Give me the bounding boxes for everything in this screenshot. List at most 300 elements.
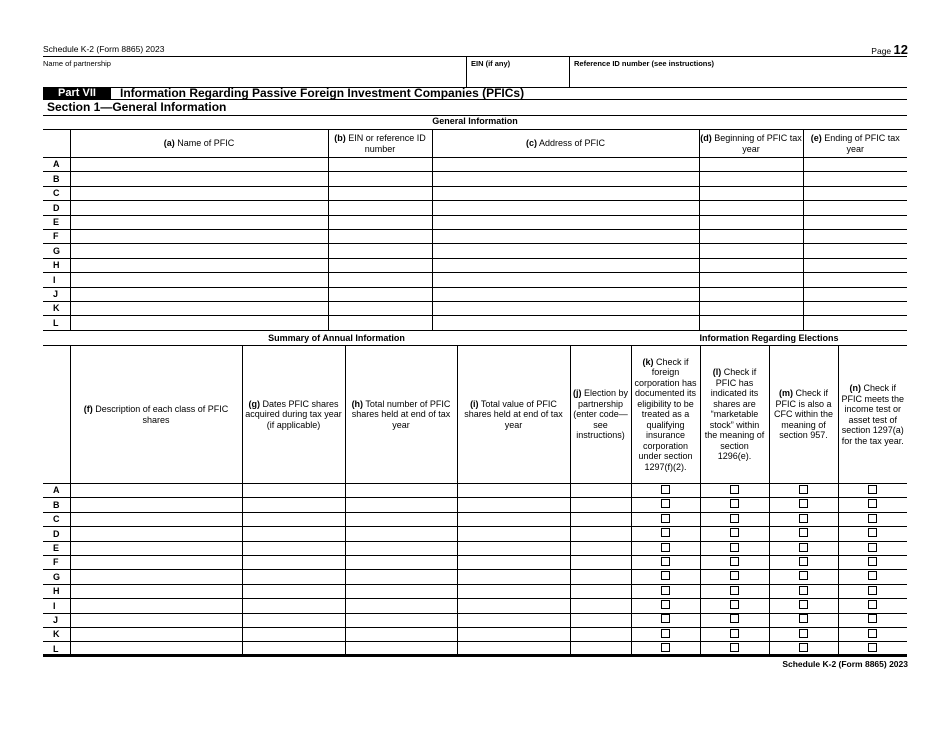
election-code-cell[interactable] — [570, 584, 631, 598]
tax-year-end-cell[interactable] — [803, 172, 907, 186]
total-value-cell[interactable] — [457, 498, 570, 512]
checkbox-n[interactable] — [868, 571, 877, 580]
dates-acquired-cell[interactable] — [242, 627, 345, 641]
ein-cell[interactable] — [328, 273, 432, 287]
col-text: Check if foreign corporation has documented its eligibility to be treated as a qualifying insurance corporation under section 1297(f)(2). — [634, 356, 697, 472]
page-label: Page — [871, 46, 892, 56]
checkbox-l[interactable] — [730, 643, 739, 652]
row-label: E — [43, 541, 70, 555]
partnership-name-label: Name of partnership — [43, 59, 111, 68]
col-header-l — [700, 346, 769, 484]
total-shares-cell[interactable] — [345, 613, 457, 627]
col-header-g — [242, 346, 345, 484]
checkbox-m[interactable] — [799, 600, 808, 609]
checkbox-l[interactable] — [730, 499, 739, 508]
table-row — [43, 244, 907, 258]
checkbox-m[interactable] — [799, 629, 808, 638]
checkbox-cell-m — [769, 512, 838, 526]
checkbox-cell-l — [700, 584, 769, 598]
part-header — [43, 87, 907, 100]
col-letter: (i) — [470, 398, 479, 409]
total-value-cell[interactable] — [457, 570, 570, 584]
ein-cell[interactable] — [328, 215, 432, 229]
checkbox-l[interactable] — [730, 571, 739, 580]
checkbox-k[interactable] — [661, 614, 670, 623]
address-cell[interactable] — [432, 301, 699, 315]
table-row — [43, 541, 907, 555]
checkbox-k[interactable] — [661, 629, 670, 638]
col-header-k — [631, 346, 700, 484]
checkbox-k[interactable] — [661, 643, 670, 652]
address-cell[interactable] — [432, 158, 699, 172]
total-shares-cell[interactable] — [345, 541, 457, 555]
checkbox-cell-l — [700, 599, 769, 613]
ein-cell[interactable] — [328, 172, 432, 186]
total-shares-cell[interactable] — [345, 484, 457, 498]
checkbox-n[interactable] — [868, 528, 877, 537]
checkbox-cell-m — [769, 599, 838, 613]
total-value-cell[interactable] — [457, 627, 570, 641]
address-cell[interactable] — [432, 215, 699, 229]
checkbox-cell-k — [631, 584, 700, 598]
row-label: G — [43, 570, 70, 584]
dates-acquired-cell[interactable] — [242, 584, 345, 598]
col-letter: (j) — [572, 388, 582, 399]
checkbox-cell-l — [700, 555, 769, 569]
pfic-name-cell[interactable] — [70, 186, 328, 200]
table-row — [43, 172, 907, 186]
col-letter: (h) — [351, 398, 364, 409]
checkbox-k[interactable] — [661, 543, 670, 552]
checkbox-m[interactable] — [799, 528, 808, 537]
checkbox-m[interactable] — [799, 643, 808, 652]
election-code-cell[interactable] — [570, 512, 631, 526]
election-code-cell[interactable] — [570, 599, 631, 613]
table-row — [43, 158, 907, 172]
checkbox-m[interactable] — [799, 543, 808, 552]
tax-year-begin-cell[interactable] — [699, 287, 803, 301]
share-class-description-cell[interactable] — [70, 498, 242, 512]
tax-year-end-cell[interactable] — [803, 158, 907, 172]
share-class-description-cell[interactable] — [70, 599, 242, 613]
share-class-description-cell[interactable] — [70, 627, 242, 641]
checkbox-k[interactable] — [661, 499, 670, 508]
checkbox-k[interactable] — [661, 557, 670, 566]
election-code-cell[interactable] — [570, 613, 631, 627]
checkbox-n[interactable] — [868, 600, 877, 609]
pfic-name-cell[interactable] — [70, 301, 328, 315]
address-cell[interactable] — [432, 316, 699, 330]
checkbox-cell-l — [700, 627, 769, 641]
election-code-cell[interactable] — [570, 570, 631, 584]
total-value-cell[interactable] — [457, 512, 570, 526]
checkbox-l[interactable] — [730, 586, 739, 595]
total-value-cell[interactable] — [457, 584, 570, 598]
col-letter: (k) — [642, 356, 654, 367]
total-value-cell[interactable] — [457, 541, 570, 555]
checkbox-n[interactable] — [868, 499, 877, 508]
address-cell[interactable] — [432, 287, 699, 301]
tax-year-end-cell[interactable] — [803, 229, 907, 243]
row-label: C — [43, 512, 70, 526]
checkbox-l[interactable] — [730, 614, 739, 623]
identification-row — [43, 56, 907, 88]
col-header-b — [328, 130, 432, 158]
checkbox-cell-k — [631, 527, 700, 541]
ein-field[interactable] — [471, 57, 566, 89]
checkbox-n[interactable] — [868, 586, 877, 595]
checkbox-n[interactable] — [868, 543, 877, 552]
table-row — [43, 301, 907, 315]
address-cell[interactable] — [432, 244, 699, 258]
table-row — [43, 316, 907, 330]
pfic-name-cell[interactable] — [70, 229, 328, 243]
col-text: Total number of PFIC shares held at end of tax year — [351, 398, 451, 430]
form-id-footer: Schedule K-2 (Form 8865) 2023 — [782, 659, 908, 669]
row-label: K — [43, 301, 70, 315]
tax-year-begin-cell[interactable] — [699, 186, 803, 200]
tax-year-begin-cell[interactable] — [699, 273, 803, 287]
checkbox-cell-l — [700, 512, 769, 526]
address-cell[interactable] — [432, 273, 699, 287]
dates-acquired-cell[interactable] — [242, 599, 345, 613]
pfic-name-cell[interactable] — [70, 273, 328, 287]
table-row — [43, 584, 907, 598]
total-shares-cell[interactable] — [345, 570, 457, 584]
reference-id-label: Reference ID number (see instructions) — [574, 59, 715, 68]
table-row — [43, 498, 907, 512]
col-header-e — [803, 130, 907, 158]
col-header-c — [432, 130, 699, 158]
col-text: Total value of PFIC shares held at end of tax year — [464, 398, 563, 430]
tax-year-begin-cell[interactable] — [699, 229, 803, 243]
checkbox-cell-n — [838, 584, 907, 598]
col-text: Ending of PFIC tax year — [821, 133, 900, 154]
tax-year-end-cell[interactable] — [803, 273, 907, 287]
total-shares-cell[interactable] — [345, 527, 457, 541]
checkbox-l[interactable] — [730, 557, 739, 566]
table-row — [43, 570, 907, 584]
tax-year-begin-cell[interactable] — [699, 301, 803, 315]
tax-year-begin-cell[interactable] — [699, 158, 803, 172]
divider — [43, 654, 907, 656]
checkbox-cell-m — [769, 498, 838, 512]
checkbox-cell-k — [631, 599, 700, 613]
ein-cell[interactable] — [328, 244, 432, 258]
section-title: Section 1—General Information — [47, 100, 227, 114]
election-code-cell[interactable] — [570, 498, 631, 512]
row-label: D — [43, 201, 70, 215]
checkbox-n[interactable] — [868, 629, 877, 638]
tax-year-begin-cell[interactable] — [699, 316, 803, 330]
checkbox-cell-k — [631, 555, 700, 569]
total-value-cell[interactable] — [457, 613, 570, 627]
share-class-description-cell[interactable] — [70, 484, 242, 498]
checkbox-m[interactable] — [799, 514, 808, 523]
table-row — [43, 186, 907, 200]
share-class-description-cell[interactable] — [70, 613, 242, 627]
checkbox-m[interactable] — [799, 499, 808, 508]
checkbox-cell-k — [631, 570, 700, 584]
checkbox-cell-l — [700, 527, 769, 541]
page-number — [871, 42, 908, 57]
dates-acquired-cell[interactable] — [242, 555, 345, 569]
checkbox-cell-m — [769, 613, 838, 627]
ein-cell[interactable] — [328, 229, 432, 243]
reference-id-field[interactable] — [574, 57, 904, 89]
address-cell[interactable] — [432, 258, 699, 272]
general-info-table — [43, 129, 907, 331]
checkbox-l[interactable] — [730, 485, 739, 494]
total-value-cell[interactable] — [457, 484, 570, 498]
checkbox-cell-l — [700, 541, 769, 555]
checkbox-l[interactable] — [730, 514, 739, 523]
row-label: B — [43, 172, 70, 186]
col-letter: (g) — [248, 398, 260, 409]
dates-acquired-cell[interactable] — [242, 498, 345, 512]
part-label: Part VII — [43, 87, 111, 99]
col-text: Beginning of PFIC tax year — [711, 133, 802, 154]
total-value-cell[interactable] — [457, 555, 570, 569]
tax-year-end-cell[interactable] — [803, 287, 907, 301]
checkbox-cell-m — [769, 570, 838, 584]
ein-cell[interactable] — [328, 201, 432, 215]
col-text: Dates PFIC shares acquired during tax year (if applicable) — [245, 398, 342, 430]
col-letter: (d) — [700, 133, 712, 143]
checkbox-cell-n — [838, 484, 907, 498]
checkbox-m[interactable] — [799, 586, 808, 595]
checkbox-n[interactable] — [868, 557, 877, 566]
dates-acquired-cell[interactable] — [242, 484, 345, 498]
tax-year-begin-cell[interactable] — [699, 201, 803, 215]
row-label: A — [43, 158, 70, 172]
election-code-cell[interactable] — [570, 555, 631, 569]
pfic-name-cell[interactable] — [70, 172, 328, 186]
col-text: EIN or reference ID number — [345, 133, 426, 154]
checkbox-k[interactable] — [661, 571, 670, 580]
checkbox-m[interactable] — [799, 557, 808, 566]
row-label: B — [43, 498, 70, 512]
part-title: Information Regarding Passive Foreign Investment Companies (PFICs) — [120, 86, 525, 100]
pfic-name-cell[interactable] — [70, 258, 328, 272]
col-letter: (b) — [334, 133, 346, 143]
col-text: Description of each class of PFIC shares — [92, 404, 229, 425]
checkbox-cell-k — [631, 541, 700, 555]
checkbox-cell-m — [769, 555, 838, 569]
checkbox-cell-m — [769, 527, 838, 541]
address-cell[interactable] — [432, 201, 699, 215]
row-label: D — [43, 527, 70, 541]
ein-cell[interactable] — [328, 301, 432, 315]
dates-acquired-cell[interactable] — [242, 527, 345, 541]
tax-year-end-cell[interactable] — [803, 244, 907, 258]
share-class-description-cell[interactable] — [70, 541, 242, 555]
tax-year-end-cell[interactable] — [803, 186, 907, 200]
checkbox-n[interactable] — [868, 643, 877, 652]
checkbox-l[interactable] — [730, 543, 739, 552]
tax-year-end-cell[interactable] — [803, 301, 907, 315]
row-label: G — [43, 244, 70, 258]
col-text: Name of PFIC — [174, 138, 235, 149]
election-code-cell[interactable] — [570, 527, 631, 541]
table-row — [43, 599, 907, 613]
checkbox-cell-n — [838, 613, 907, 627]
checkbox-cell-k — [631, 498, 700, 512]
pfic-name-cell[interactable] — [70, 201, 328, 215]
col-letter: (e) — [810, 133, 822, 143]
total-value-cell[interactable] — [457, 599, 570, 613]
dates-acquired-cell[interactable] — [242, 570, 345, 584]
checkbox-k[interactable] — [661, 528, 670, 537]
share-class-description-cell[interactable] — [70, 555, 242, 569]
ein-cell[interactable] — [328, 287, 432, 301]
election-code-cell[interactable] — [570, 484, 631, 498]
checkbox-cell-l — [700, 484, 769, 498]
tax-year-end-cell[interactable] — [803, 258, 907, 272]
table-row — [43, 273, 907, 287]
ein-cell[interactable] — [328, 316, 432, 330]
divider — [569, 57, 570, 87]
table-row — [43, 627, 907, 641]
dates-acquired-cell[interactable] — [242, 613, 345, 627]
ein-label: EIN (if any) — [471, 59, 511, 68]
pfic-name-cell[interactable] — [70, 244, 328, 258]
share-class-description-cell[interactable] — [70, 512, 242, 526]
row-label: E — [43, 215, 70, 229]
checkbox-cell-m — [769, 541, 838, 555]
checkbox-cell-m — [769, 627, 838, 641]
checkbox-cell-l — [700, 570, 769, 584]
checkbox-cell-k — [631, 484, 700, 498]
address-cell[interactable] — [432, 172, 699, 186]
table-row — [43, 215, 907, 229]
row-label: H — [43, 258, 70, 272]
checkbox-m[interactable] — [799, 485, 808, 494]
row-label-header — [43, 130, 70, 158]
checkbox-cell-n — [838, 541, 907, 555]
col-letter: (a) — [163, 138, 175, 149]
total-shares-cell[interactable] — [345, 627, 457, 641]
checkbox-l[interactable] — [730, 600, 739, 609]
checkbox-cell-k — [631, 627, 700, 641]
tax-year-begin-cell[interactable] — [699, 172, 803, 186]
tax-year-end-cell[interactable] — [803, 316, 907, 330]
dates-acquired-cell[interactable] — [242, 541, 345, 555]
table-row — [43, 287, 907, 301]
table-row — [43, 258, 907, 272]
checkbox-k[interactable] — [661, 586, 670, 595]
col-text: Check if PFIC has indicated its shares are “marketable stock” within the meaning of section 1296(e). — [704, 367, 765, 462]
tax-year-end-cell[interactable] — [803, 215, 907, 229]
checkbox-m[interactable] — [799, 571, 808, 580]
col-letter: (c) — [525, 138, 537, 149]
total-value-cell[interactable] — [457, 527, 570, 541]
total-shares-cell[interactable] — [345, 584, 457, 598]
pfic-name-cell[interactable] — [70, 287, 328, 301]
checkbox-l[interactable] — [730, 528, 739, 537]
table-row — [43, 613, 907, 627]
page-number-value: 12 — [893, 42, 908, 57]
table-row — [43, 512, 907, 526]
checkbox-k[interactable] — [661, 514, 670, 523]
row-label: H — [43, 584, 70, 598]
checkbox-cell-n — [838, 498, 907, 512]
pfic-name-cell[interactable] — [70, 215, 328, 229]
checkbox-cell-n — [838, 627, 907, 641]
checkbox-n[interactable] — [868, 485, 877, 494]
row-label: I — [43, 273, 70, 287]
ein-cell[interactable] — [328, 258, 432, 272]
share-class-description-cell[interactable] — [70, 527, 242, 541]
table-row — [43, 484, 907, 498]
col-text: Check if PFIC meets the income test or asset test of section 1297(a) for the tax year. — [841, 383, 905, 446]
col-text: Check if PFIC is also a CFC within the meaning of section 957. — [773, 388, 834, 441]
partnership-name-field[interactable] — [43, 57, 463, 89]
checkbox-cell-n — [838, 570, 907, 584]
col-header-f — [70, 346, 242, 484]
checkbox-cell-n — [838, 599, 907, 613]
row-label: C — [43, 186, 70, 200]
col-text: Election by partnership (enter code—see instructions) — [573, 388, 629, 441]
dates-acquired-cell[interactable] — [242, 512, 345, 526]
tax-year-begin-cell[interactable] — [699, 244, 803, 258]
form-id-header: Schedule K-2 (Form 8865) 2023 — [43, 44, 165, 54]
checkbox-cell-k — [631, 512, 700, 526]
divider — [466, 57, 467, 87]
col-letter: (n) — [849, 383, 861, 393]
row-label: I — [43, 599, 70, 613]
table-row — [43, 527, 907, 541]
col-header-m — [769, 346, 838, 484]
total-shares-cell[interactable] — [345, 555, 457, 569]
pfic-name-cell[interactable] — [70, 158, 328, 172]
col-header-a — [70, 130, 328, 158]
tax-year-begin-cell[interactable] — [699, 258, 803, 272]
checkbox-m[interactable] — [799, 614, 808, 623]
col-text: Address of PFIC — [536, 138, 606, 149]
ein-cell[interactable] — [328, 158, 432, 172]
checkbox-n[interactable] — [868, 614, 877, 623]
checkbox-cell-n — [838, 555, 907, 569]
share-class-description-cell[interactable] — [70, 584, 242, 598]
col-letter: (l) — [712, 367, 722, 378]
address-cell[interactable] — [432, 229, 699, 243]
row-label: F — [43, 229, 70, 243]
total-shares-cell[interactable] — [345, 599, 457, 613]
election-code-cell[interactable] — [570, 627, 631, 641]
share-class-description-cell[interactable] — [70, 570, 242, 584]
checkbox-cell-l — [700, 498, 769, 512]
tax-year-end-cell[interactable] — [803, 201, 907, 215]
checkbox-k[interactable] — [661, 485, 670, 494]
checkbox-n[interactable] — [868, 514, 877, 523]
table-row — [43, 201, 907, 215]
address-cell[interactable] — [432, 186, 699, 200]
col-header-h — [345, 346, 457, 484]
total-shares-cell[interactable] — [345, 498, 457, 512]
checkbox-l[interactable] — [730, 629, 739, 638]
checkbox-k[interactable] — [661, 600, 670, 609]
pfic-name-cell[interactable] — [70, 316, 328, 330]
ein-cell[interactable] — [328, 186, 432, 200]
elections-title: Information Regarding Elections — [699, 333, 839, 343]
table-row — [43, 229, 907, 243]
row-label: K — [43, 627, 70, 641]
total-shares-cell[interactable] — [345, 512, 457, 526]
checkbox-cell-l — [700, 613, 769, 627]
election-code-cell[interactable] — [570, 541, 631, 555]
tax-year-begin-cell[interactable] — [699, 215, 803, 229]
